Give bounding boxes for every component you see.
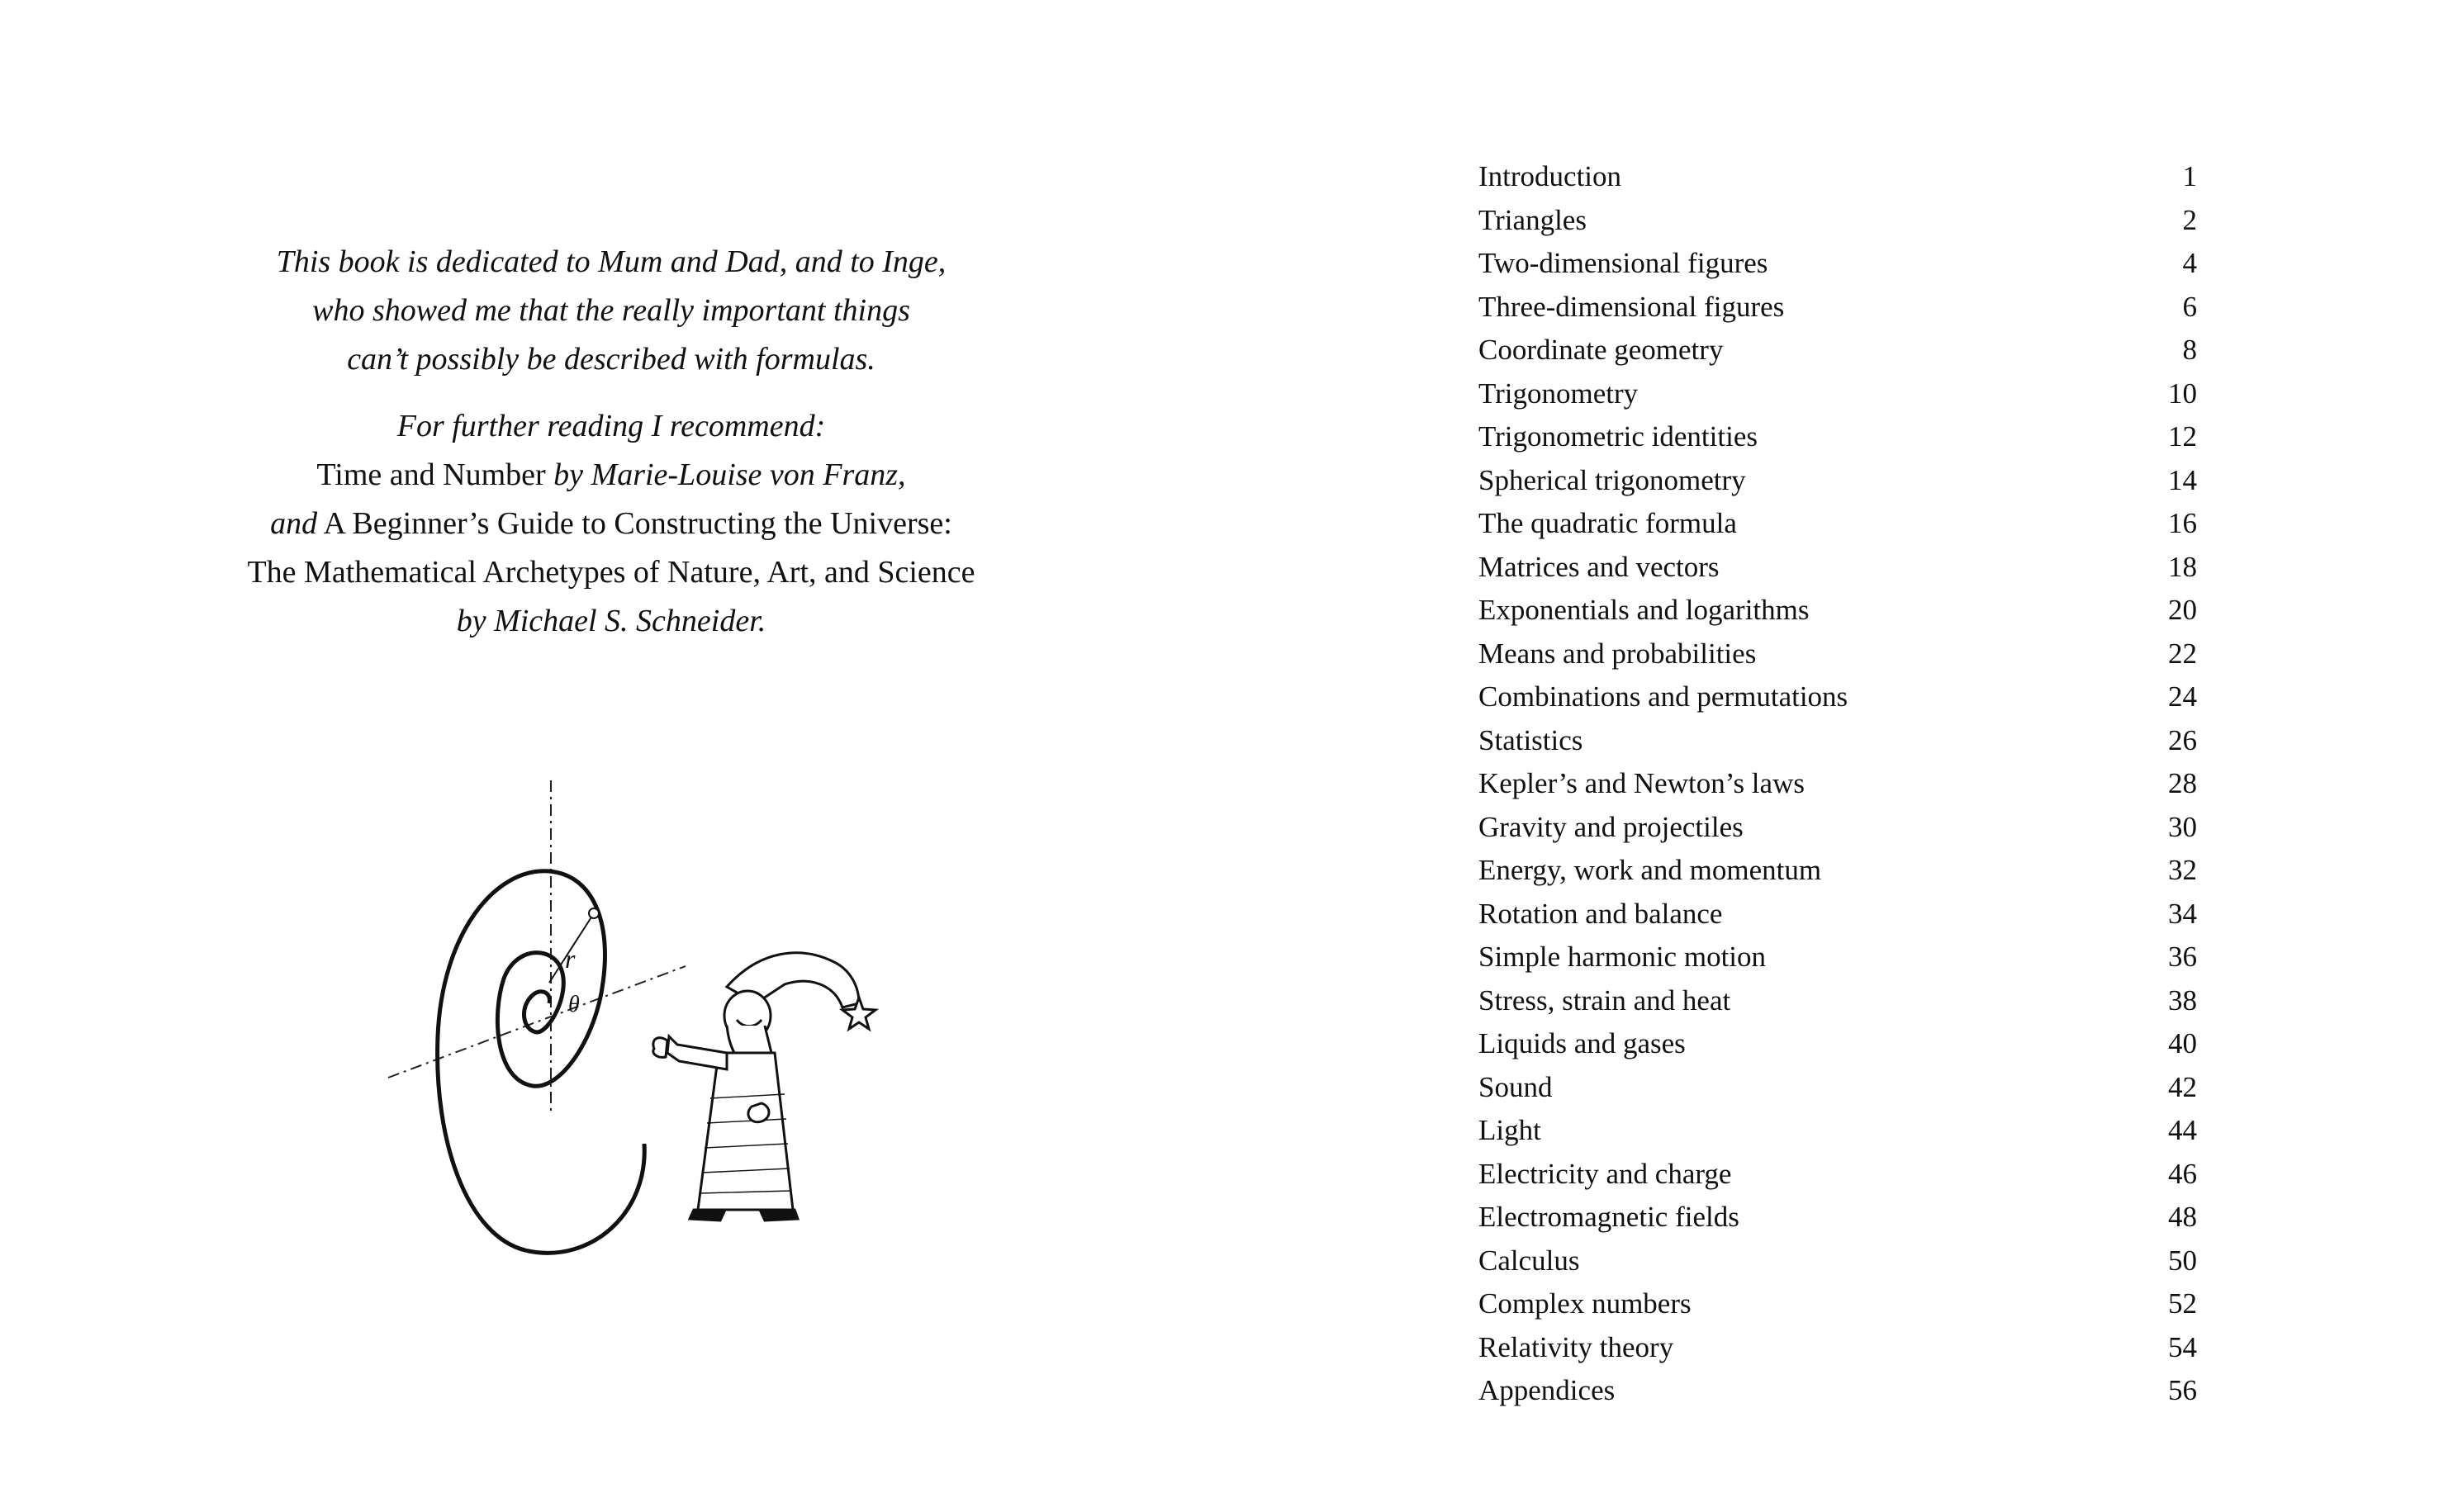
toc-entry-page: 36	[2168, 941, 2197, 973]
toc-entry-page: 18	[2168, 550, 2197, 583]
toc-entry-page: 20	[2168, 594, 2197, 626]
toc-entry-page: 38	[2168, 984, 2197, 1017]
toc-entry[interactable]	[1478, 979, 2197, 1023]
spiral-curve	[438, 871, 645, 1254]
toc-entry-title: Introduction	[1478, 160, 1622, 192]
theta-label: θ	[568, 992, 580, 1017]
wizard-clasped-hands	[748, 1103, 769, 1122]
toc-entry-title: Rotation and balance	[1478, 897, 1723, 930]
wizard-hand	[653, 1038, 667, 1058]
reading-intro: For further reading I recommend:	[396, 409, 826, 443]
toc-entry-page: 8	[2182, 334, 2197, 366]
wizard-robe	[698, 1053, 793, 1210]
book-title-continued: The Mathematical Archetypes of Nature, Art, and Science	[247, 555, 975, 590]
dedication-line: This book is dedicated to Mum and Dad, and to Inge,	[276, 244, 947, 279]
toc-entry-title: Liquids and gases	[1478, 1027, 1686, 1059]
toc-entry-page: 32	[2168, 854, 2197, 886]
diagonal-axis	[388, 966, 686, 1078]
toc-entry-title: Trigonometry	[1478, 377, 1639, 410]
toc-entry-title: Complex numbers	[1478, 1287, 1692, 1320]
toc-entry-page: 2	[2182, 203, 2197, 236]
reading-line-2	[107, 500, 1115, 548]
toc-entry-title: Appendices	[1478, 1374, 1616, 1406]
toc-entry[interactable]	[1478, 1369, 2197, 1413]
toc-entry[interactable]	[1478, 806, 2197, 850]
toc-entry[interactable]	[1478, 589, 2197, 633]
toc-entry-title: Kepler’s and Newton’s laws	[1478, 767, 1805, 799]
toc-entry-title: Energy, work and momentum	[1478, 854, 1822, 886]
toc-entry-page: 4	[2182, 247, 2197, 279]
toc-entry[interactable]	[1478, 502, 2197, 546]
book-title: A Beginner’s Guide to Constructing the Universe:	[317, 506, 952, 541]
toc-entry-title: Statistics	[1478, 723, 1583, 756]
toc-entry[interactable]	[1478, 1239, 2197, 1283]
spiral-wizard-illustration	[363, 768, 892, 1263]
toc-entry-title: Triangles	[1478, 203, 1587, 236]
toc-entry-page: 30	[2168, 810, 2197, 843]
axes	[388, 780, 686, 1115]
toc-entry-page: 54	[2168, 1330, 2197, 1363]
toc-entry-page: 46	[2168, 1157, 2197, 1190]
toc-entry-title: Electromagnetic fields	[1478, 1201, 1739, 1233]
toc-entry-page: 24	[2168, 680, 2197, 713]
reading-line-1	[107, 451, 1115, 500]
toc-entry[interactable]	[1478, 242, 2197, 286]
toc-entry[interactable]	[1478, 1196, 2197, 1239]
toc-entry-title: Light	[1478, 1114, 1541, 1146]
toc-entry-title: Gravity and projectiles	[1478, 810, 1744, 843]
toc-entry[interactable]	[1478, 372, 2197, 416]
toc-entry[interactable]	[1478, 286, 2197, 329]
toc-entry-page: 34	[2168, 897, 2197, 930]
toc-entry-page: 40	[2168, 1027, 2197, 1059]
toc-entry[interactable]	[1478, 329, 2197, 372]
and-word: and	[270, 506, 318, 541]
toc-entry-title: Three-dimensional figures	[1478, 290, 1785, 323]
toc-entry-title: Electricity and charge	[1478, 1157, 1732, 1190]
toc-entry-page: 10	[2168, 377, 2197, 410]
toc-entry-title: Trigonometric identities	[1478, 420, 1758, 453]
toc-entry[interactable]	[1478, 1326, 2197, 1370]
toc-entry-page: 16	[2168, 507, 2197, 539]
toc-entry-title: Two-dimensional figures	[1478, 247, 1768, 279]
spiral-point	[589, 908, 599, 918]
toc-entry-title: Coordinate geometry	[1478, 334, 1724, 366]
toc-entry[interactable]	[1478, 415, 2197, 459]
toc-entry-page: 14	[2168, 463, 2197, 496]
book-author: by Michael S. Schneider.	[456, 604, 766, 638]
toc-entry-title: Simple harmonic motion	[1478, 941, 1767, 973]
toc-entry[interactable]	[1478, 459, 2197, 503]
toc-entry[interactable]	[1478, 633, 2197, 676]
toc-entry[interactable]	[1478, 719, 2197, 763]
toc-entry[interactable]	[1478, 762, 2197, 806]
toc-entry-page: 6	[2182, 290, 2197, 323]
toc-entry[interactable]	[1478, 1153, 2197, 1197]
toc-entry[interactable]	[1478, 546, 2197, 590]
toc-entry-title: Sound	[1478, 1070, 1553, 1103]
toc-entry-page: 22	[2168, 637, 2197, 670]
left-page	[0, 0, 1219, 1512]
toc-entry-page: 56	[2168, 1374, 2197, 1406]
toc-entry[interactable]	[1478, 675, 2197, 719]
toc-entry[interactable]	[1478, 1109, 2197, 1153]
toc-entry-page: 50	[2168, 1244, 2197, 1277]
toc-entry[interactable]	[1478, 893, 2197, 936]
toc-entry[interactable]	[1478, 849, 2197, 893]
toc-entry-title: Means and probabilities	[1478, 637, 1757, 670]
toc-entry-title: Stress, strain and heat	[1478, 984, 1731, 1017]
toc-entry[interactable]	[1478, 1066, 2197, 1110]
book-author: by Marie-Louise von Franz,	[545, 457, 906, 492]
toc-entry-page: 28	[2168, 767, 2197, 799]
toc-entry[interactable]	[1478, 199, 2197, 243]
book-title: Time and Number	[316, 457, 546, 492]
dedication-line: can’t possibly be described with formulas.	[347, 342, 875, 377]
toc-entry-page: 48	[2168, 1201, 2197, 1233]
toc-entry-page: 52	[2168, 1287, 2197, 1320]
toc-entry-title: The quadratic formula	[1478, 507, 1737, 539]
toc-entry-title: Calculus	[1478, 1244, 1580, 1277]
wizard-figure	[653, 953, 875, 1221]
toc-entry-title: Matrices and vectors	[1478, 550, 1720, 583]
toc-entry-title: Relativity theory	[1478, 1330, 1674, 1363]
radius-label: r	[565, 944, 576, 974]
toc-entry[interactable]	[1478, 936, 2197, 979]
table-of-contents	[1478, 155, 2197, 1413]
toc-entry-page: 1	[2182, 160, 2197, 192]
toc-entry-page: 42	[2168, 1070, 2197, 1103]
toc-entry-page: 26	[2168, 723, 2197, 756]
toc-entry-page: 44	[2168, 1114, 2197, 1146]
toc-entry[interactable]	[1478, 1282, 2197, 1326]
toc-entry[interactable]	[1478, 155, 2197, 199]
toc-entry-title: Combinations and permutations	[1478, 680, 1848, 713]
toc-entry-page: 12	[2168, 420, 2197, 453]
dedication-line: who showed me that the really important things	[312, 293, 910, 328]
toc-entry-title: Exponentials and logarithms	[1478, 594, 1810, 626]
toc-entry[interactable]	[1478, 1022, 2197, 1066]
wizard-shoes	[690, 1210, 798, 1221]
dedication	[107, 238, 1115, 646]
wizard-arm	[667, 1036, 727, 1069]
toc-entry-title: Spherical trigonometry	[1478, 463, 1746, 496]
